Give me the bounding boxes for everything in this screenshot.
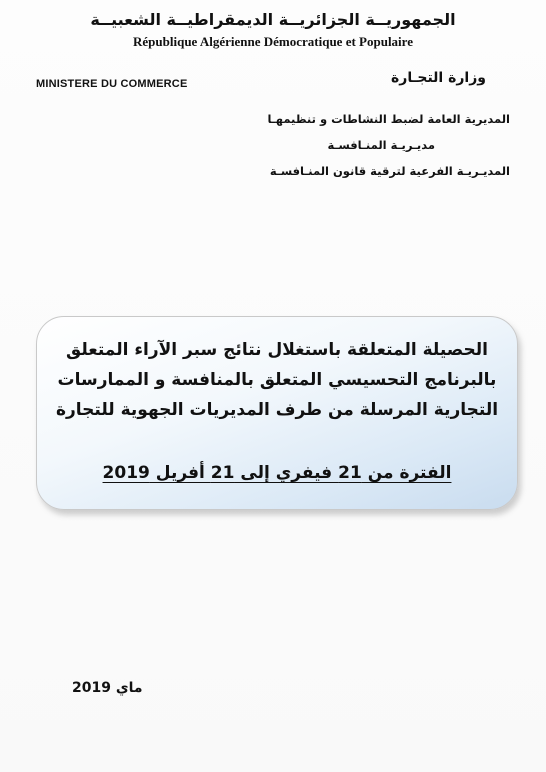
report-period: الفترة من 21 فيفري إلى 21 أفريل 2019 xyxy=(102,463,452,483)
report-title-line-1: الحصيلة المتعلقة باستغلال نتائج سبر الآراء المتعلق xyxy=(66,340,488,360)
document-date: ماي 2019 xyxy=(72,680,143,696)
report-title-line-2: بالبرنامج التحسيسي المتعلق بالمنافسة و الممارسات xyxy=(57,370,497,390)
general-directorate: المديرية العامة لضبط النشاطات و تنظيمهـا xyxy=(267,112,510,126)
directorates-block xyxy=(210,112,510,190)
republic-title-ar: الجمهوريــة الجزائريــة الديمقراطيــة الشعبيــة xyxy=(90,10,456,29)
republic-title-fr: République Algérienne Démocratique et Populaire xyxy=(133,34,413,49)
report-title xyxy=(55,335,499,425)
ministry-name-ar: وزارة التجـارة xyxy=(391,70,486,86)
report-title-line-3: التجارية المرسلة من طرف المديريات الجهوية للتجارة xyxy=(55,400,499,420)
ministry-name-fr: MINISTERE DU COMMERCE xyxy=(36,78,188,90)
competition-directorate: مديـريـة المنـافسـة xyxy=(327,138,435,152)
title-box xyxy=(36,316,518,510)
sub-directorate: المديـريـة الفرعية لترقية قانون المنـافسـة xyxy=(269,164,510,178)
